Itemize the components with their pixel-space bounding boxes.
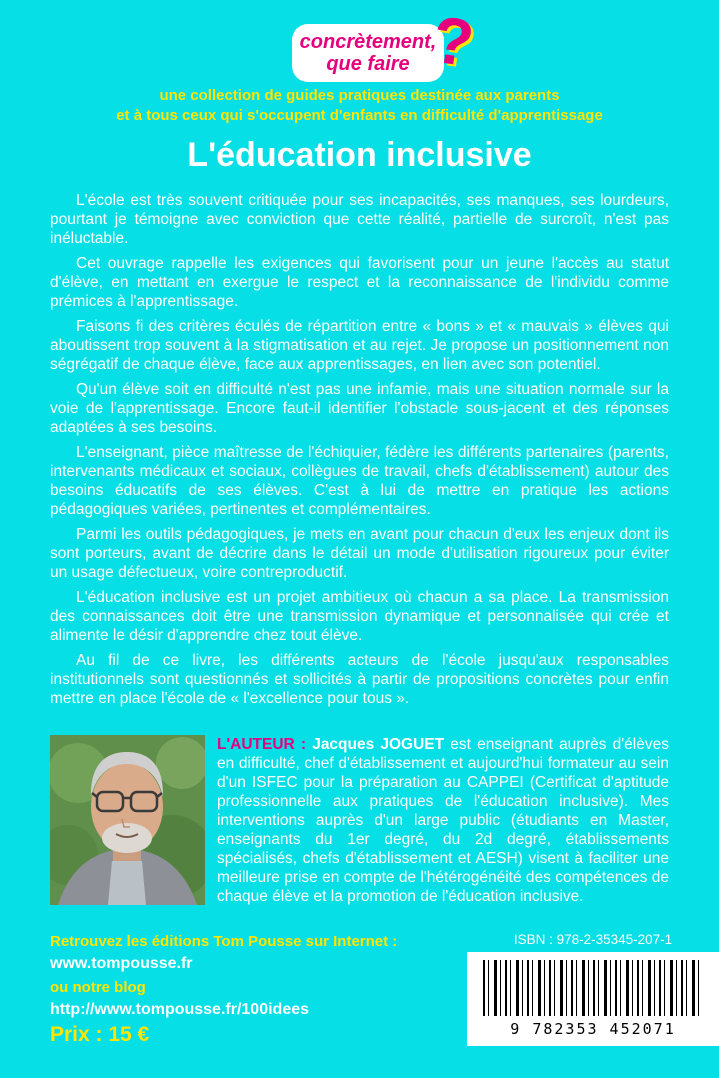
- blurb-paragraph: L'école est très souvent critiquée pour ses incapacités, ses manques, ses lourdeurs, pourtant je témoigne avec conviction que cette réalité, partielle de surcroît, n'est pas inéluctable.: [50, 192, 669, 247]
- barcode-bars-icon: [483, 960, 703, 1016]
- author-label: L'AUTEUR :: [217, 736, 307, 753]
- internet-label: Retrouvez les éditions Tom Pousse sur Internet :: [50, 933, 398, 950]
- barcode: [467, 952, 719, 1046]
- book-title: L'éducation inclusive: [187, 136, 532, 174]
- collection-tagline-line-1: une collection de guides pratiques destinée aux parents: [159, 87, 560, 104]
- author-bio: [217, 735, 669, 906]
- blurb: [50, 191, 669, 714]
- author-bio-text: est enseignant auprès d'élèves en difficulté, chef d'établissement et aujourd'hui formateur au sein d'un ISFEC pour la préparation au CAPPEI (Certificat d'aptitude professionnelle aux pratiques de l'éducation inclusive). Mes interventions auprès d'un large public (étudiants en Master, enseignants du 1er degré, du 2d degré, établissements spécialisés, chefs d'établissement et AESH) visent à faciliter une meilleure prise en compte de l'hétérogénéité des compétences de chaque élève et la promotion de l'éducation inclusive.: [217, 736, 669, 905]
- collection-tagline: [0, 86, 719, 126]
- publisher-links: [50, 933, 397, 1025]
- blurb-paragraph: Parmi les outils pédagogiques, je mets en avant pour chacun d'eux les enjeux dont ils sont porteurs, avant de décrire dans le détail un mode d'utilisation rigoureux pour éviter un usage défectueux, voire contreproductif.: [50, 526, 669, 581]
- author-section: [50, 735, 669, 906]
- barcode-digits: 9 782353 452071: [510, 1020, 676, 1038]
- logo-line-2: que faire: [326, 53, 410, 75]
- collection-tagline-line-2: et à tous ceux qui s'occupent d'enfants en difficulté d'apprentissage: [116, 107, 603, 124]
- blurb-paragraph: Faisons fi des critères éculés de répartition entre « bons » et « mauvais » élèves qui aboutissent trop souvent à la stigmatisation et au rejet. Je propose un positionnement non ségrégatif de chaque élève, face aux apprentissages, en lien avec son potentiel.: [50, 318, 669, 373]
- author-photo: [50, 735, 205, 905]
- blurb-paragraph: L'enseignant, pièce maîtresse de l'échiquier, fédère les différents partenaires (parents, intervenants médicaux et sociaux, collègues de travail, chefs d'établissement) autour des besoins éducatifs de ses élèves. C'est à lui de mettre en pratique les actions pédagogiques variées, pertinentes et complémentaires.: [50, 444, 669, 518]
- collection-logo: [292, 24, 444, 82]
- blog-url: http://www.tompousse.fr/100idees: [50, 1001, 310, 1018]
- blurb-paragraph: Qu'un élève soit en difficulté n'est pas une infamie, mais une situation normale sur la voie de l'apprentissage. Encore faut-il identifier l'obstacle sous-jacent et des réponses adaptées à ses besoins.: [50, 381, 669, 436]
- website-url: www.tompousse.fr: [50, 955, 193, 972]
- isbn-label: ISBN : 978-2-35345-207-1: [513, 932, 673, 947]
- blurb-paragraph: Au fil de ce livre, les différents acteurs de l'école jusqu'aux responsables institutionnels sont questionnés et sollicités à partir de propositions concrètes pour enfin mettre en place l'école de « l'excellence pour tous ».: [50, 652, 669, 707]
- blurb-paragraph: L'éducation inclusive est un projet ambitieux où chacun a sa place. La transmission des connaissances doit être une transmission dynamique et personnalisée qui crée et alimente le désir d'apprendre chez tout élève.: [50, 589, 669, 644]
- logo-line-1: concrètement,: [299, 31, 437, 53]
- price-label: Prix : 15 €: [50, 1023, 150, 1046]
- question-mark-icon: ?: [428, 1, 479, 81]
- blurb-paragraph: Cet ouvrage rappelle les exigences qui favorisent pour un jeune l'accès au statut d'élève, en mettant en exergue le respect et la reconnaissance de l'individu comme prémices à l'apprentissage.: [50, 255, 669, 310]
- blog-label: ou notre blog: [50, 979, 146, 996]
- author-name: Jacques JOGUET: [306, 736, 445, 753]
